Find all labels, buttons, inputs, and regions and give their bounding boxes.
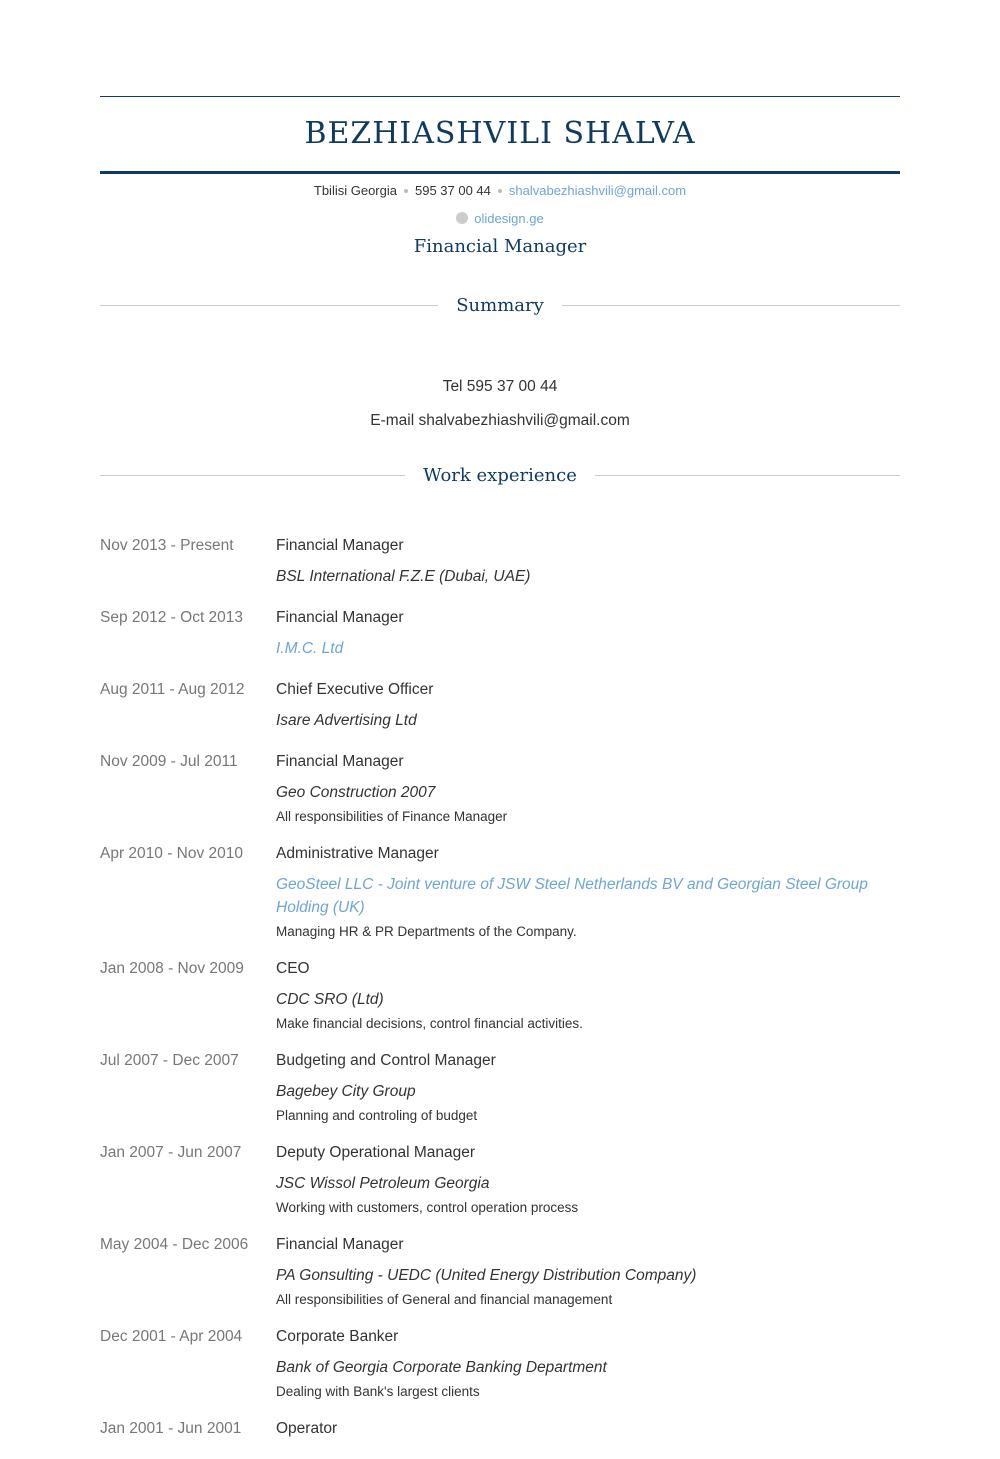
entry-date: Apr 2010 - Nov 2010	[100, 845, 244, 862]
entry-company: BSL International F.Z.E (Dubai, UAE)	[276, 568, 531, 585]
entry-body	[276, 955, 900, 1031]
summary-section-header	[100, 290, 900, 320]
work-entry	[100, 1231, 900, 1323]
email-link[interactable]: shalvabezhiashvili@gmail.com	[508, 183, 687, 198]
work-entry	[100, 840, 900, 955]
entry-body	[276, 1231, 900, 1307]
candidate-name: BEZHIASHVILI SHALVA	[304, 116, 696, 151]
divider	[100, 305, 438, 306]
entry-title: Corporate Banker	[276, 1328, 399, 1345]
entry-body	[276, 604, 900, 660]
entry-company: Bank of Georgia Corporate Banking Department	[276, 1359, 607, 1376]
entry-description: Managing HR & PR Departments of the Company.	[276, 924, 577, 939]
entry-body	[276, 840, 900, 939]
entry-date: Jan 2001 - Jun 2001	[100, 1420, 242, 1437]
entry-title: Operator	[276, 1420, 338, 1437]
header-divider	[100, 171, 900, 174]
entry-description: Dealing with Bank's largest clients	[276, 1384, 480, 1399]
globe-icon	[456, 212, 468, 224]
entry-date: Aug 2011 - Aug 2012	[100, 681, 245, 698]
entry-body	[276, 1415, 900, 1443]
work-entry	[100, 748, 900, 840]
entry-title: Financial Manager	[276, 753, 404, 770]
summary-line: E-mail shalvabezhiashvili@gmail.com	[370, 412, 630, 429]
work-entry	[100, 955, 900, 1047]
summary-line: Tel 595 37 00 44	[442, 378, 558, 395]
section-heading: Work experience	[423, 464, 577, 486]
work-section-header	[100, 460, 900, 490]
entry-date: Sep 2012 - Oct 2013	[100, 609, 244, 626]
website-link[interactable]: olidesign.ge	[474, 211, 544, 226]
entry-company: Geo Construction 2007	[276, 784, 436, 801]
entry-date: Dec 2001 - Apr 2004	[100, 1328, 243, 1345]
entry-date: May 2004 - Dec 2006	[100, 1236, 249, 1253]
work-entry	[100, 1323, 900, 1415]
entry-body	[276, 532, 900, 588]
entry-description: All responsibilities of Finance Manager	[276, 809, 508, 824]
work-entry	[100, 676, 900, 748]
entry-title: Financial Manager	[276, 537, 404, 554]
entry-title: Financial Manager	[276, 1236, 404, 1253]
entry-body	[276, 1139, 900, 1215]
entry-body	[276, 1047, 900, 1123]
entry-company[interactable]: I.M.C. Ltd	[276, 640, 344, 657]
entry-date: Jul 2007 - Dec 2007	[100, 1052, 239, 1069]
work-entry	[100, 532, 900, 604]
entry-company: CDC SRO (Ltd)	[276, 991, 384, 1008]
entry-title: Budgeting and Control Manager	[276, 1052, 496, 1069]
entry-company: Bagebey City Group	[276, 1083, 416, 1100]
entry-description: All responsibilities of General and financial management	[276, 1292, 613, 1307]
work-entry	[100, 604, 900, 676]
entry-description: Working with customers, control operation process	[276, 1200, 579, 1215]
website-line	[100, 210, 900, 228]
location: Tbilisi Georgia	[313, 183, 397, 198]
summary-text	[100, 370, 900, 438]
entry-company[interactable]: GeoSteel LLC - Joint venture of JSW Steel Netherlands BV and Georgian Steel Group Holding (UK)	[276, 876, 868, 916]
divider	[595, 475, 900, 476]
resume-page	[100, 96, 900, 1459]
phone: 595 37 00 44	[414, 183, 491, 198]
job-title: Financial Manager	[413, 236, 587, 257]
entry-date: Jan 2007 - Jun 2007	[100, 1144, 242, 1161]
divider	[562, 305, 900, 306]
work-entry	[100, 1415, 900, 1459]
entry-description: Planning and controling of budget	[276, 1108, 478, 1123]
section-heading: Summary	[456, 294, 544, 316]
divider	[100, 475, 405, 476]
entry-date: Jan 2008 - Nov 2009	[100, 960, 244, 977]
entry-title: Administrative Manager	[276, 845, 439, 862]
entry-title: Deputy Operational Manager	[276, 1144, 476, 1161]
entry-title: Chief Executive Officer	[276, 681, 434, 698]
entry-company: PA Gonsulting - UEDC (United Energy Distribution Company)	[276, 1267, 697, 1284]
separator-dot-icon	[404, 189, 408, 193]
entry-description: Make financial decisions, control financial activities.	[276, 1016, 583, 1031]
work-entries	[100, 532, 900, 1459]
entry-title: CEO	[276, 960, 310, 977]
work-entry	[100, 1139, 900, 1231]
contact-line	[100, 182, 900, 200]
entry-date: Nov 2013 - Present	[100, 537, 234, 554]
separator-dot-icon	[498, 189, 502, 193]
entry-body	[276, 676, 900, 732]
entry-company: Isare Advertising Ltd	[276, 712, 417, 729]
entry-body	[276, 748, 900, 824]
entry-date: Nov 2009 - Jul 2011	[100, 753, 238, 770]
entry-title: Financial Manager	[276, 609, 404, 626]
entry-body	[276, 1323, 900, 1399]
entry-company: JSC Wissol Petroleum Georgia	[276, 1175, 490, 1192]
work-entry	[100, 1047, 900, 1139]
